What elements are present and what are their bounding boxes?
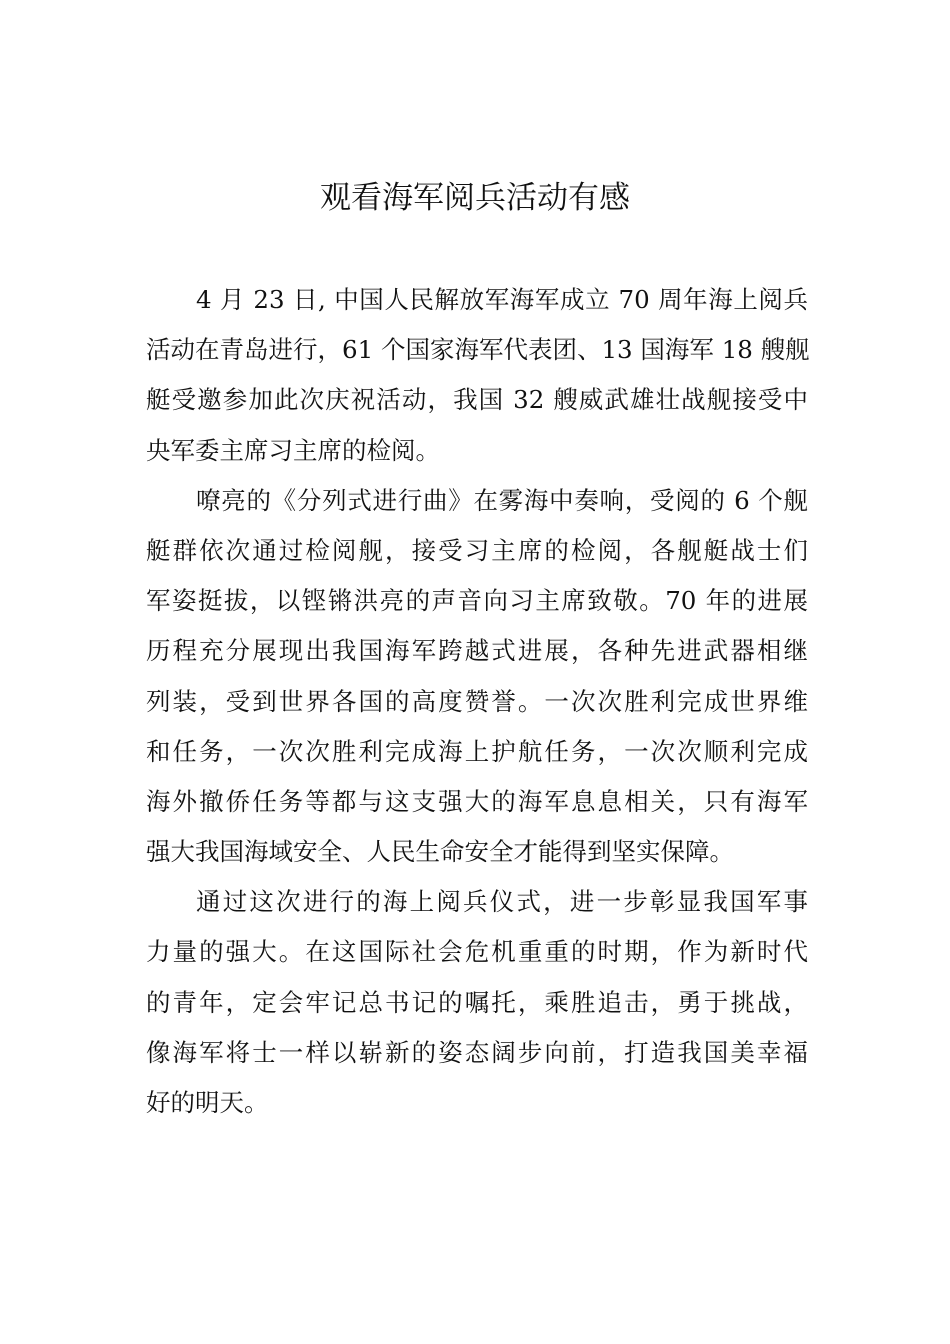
paragraph-2-line-6: 和任务，一次次胜利完成海上护航任务，一次次顺利完成	[146, 736, 808, 766]
paragraph-1-line-3: 艇受邀参加此次庆祝活动，我国 32 艘威武雄壮战舰接受中	[146, 385, 808, 415]
document-body	[146, 275, 808, 1128]
paragraph-2-line-7: 海外撤侨任务等都与这支强大的海军息息相关，只有海军	[146, 786, 808, 816]
paragraph-2-line-8: 强大我国海域安全、人民生命安全才能得到坚实保障。	[146, 837, 734, 867]
document-title: 观看海军阅兵活动有感	[320, 180, 630, 216]
paragraph-2-line-2: 艇群依次通过检阅舰，接受习主席的检阅，各舰艇战士们	[146, 535, 808, 565]
paragraph-3-line-3: 的青年，定会牢记总书记的嘱托，乘胜追击，勇于挑战，	[146, 987, 808, 1017]
paragraph-1-line-1: 4 月 23 日, 中国人民解放军海军成立 70 周年海上阅兵	[196, 285, 808, 314]
paragraph-3-line-5: 好的明天。	[146, 1088, 269, 1117]
paragraph-3-line-1: 通过这次进行的海上阅兵仪式，进一步彰显我国军事	[196, 887, 808, 917]
paragraph-1-line-2: 活动在青岛进行，61 个国家海军代表团、13 国海军 18 艘舰	[146, 335, 810, 365]
paragraph-1-line-4: 央军委主席习主席的检阅。	[146, 435, 440, 465]
paragraph-2-line-3: 军姿挺拔，以铿锵洪亮的声音向习主席致敬。70 年的进展	[146, 586, 808, 616]
paragraph-3-line-2: 力量的强大。在这国际社会危机重重的时期，作为新时代	[146, 937, 808, 967]
paragraph-2-line-5: 列装，受到世界各国的高度赞誉。一次次胜利完成世界维	[146, 686, 808, 716]
paragraph-2-line-4: 历程充分展现出我国海军跨越式进展，各种先进武器相继	[146, 636, 808, 666]
paragraph-3-line-4: 像海军将士一样以崭新的姿态阔步向前，打造我国美幸福	[146, 1037, 808, 1067]
paragraph-2-line-1: 嘹亮的《分列式进行曲》在雾海中奏响，受阅的 6 个舰	[196, 485, 808, 515]
